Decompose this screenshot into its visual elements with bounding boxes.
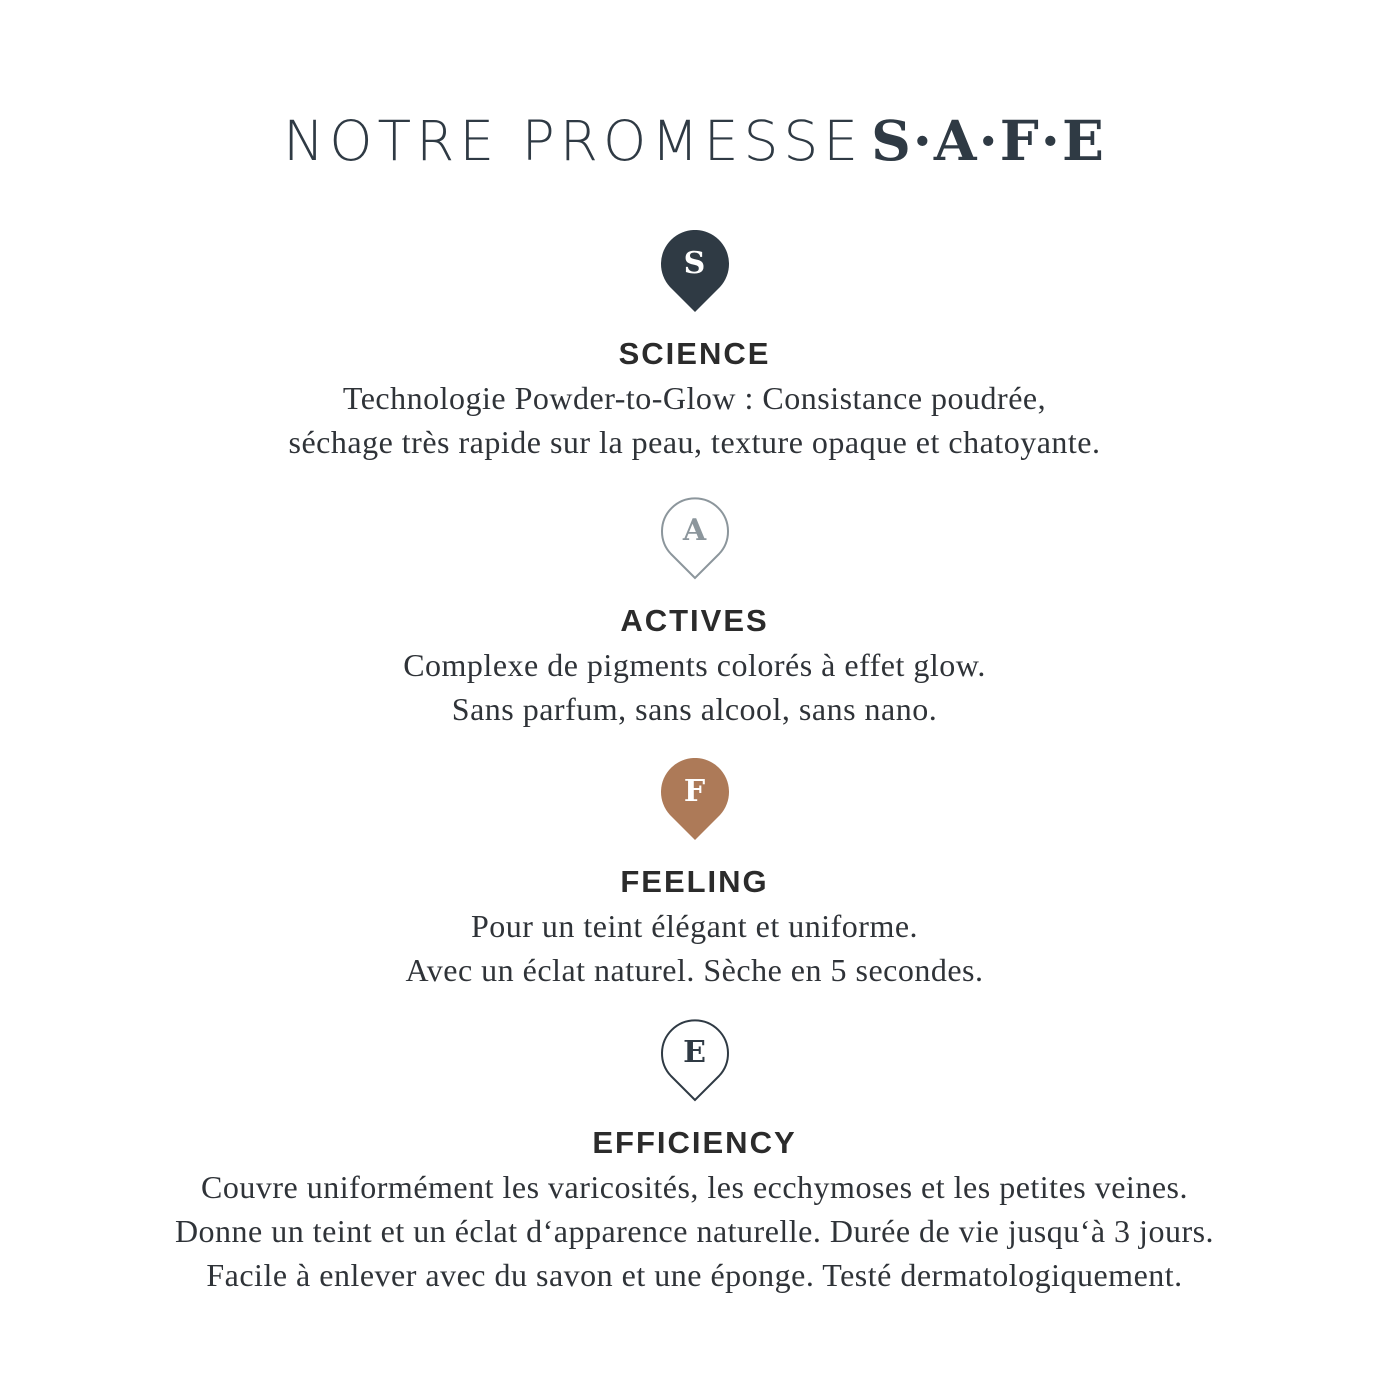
section-feeling — [0, 758, 1389, 992]
section-heading: EFFICIENCY — [592, 1125, 797, 1160]
pin-letter: A — [682, 513, 707, 548]
section-description — [0, 643, 1389, 731]
description-line: Avec un éclat naturel. Sèche en 5 secondes. — [405, 952, 984, 988]
section-heading: SCIENCE — [618, 336, 771, 371]
description-line: Complexe de pigments colorés à effet glow. — [403, 647, 986, 683]
description-line: Couvre uniformément les varicosités, les ecchymoses et les petites veines. — [201, 1169, 1188, 1205]
description-line: Technologie Powder-to-Glow : Consistance poudrée, — [342, 380, 1047, 416]
pin-letter: E — [683, 1035, 706, 1070]
description-line: Facile à enlever avec du savon et une éponge. Testé dermatologiquement. — [206, 1257, 1183, 1293]
section-heading: ACTIVES — [620, 603, 769, 638]
description-line: Donne un teint et un éclat d‘apparence naturelle. Durée de vie jusqu‘à 3 jours. — [174, 1213, 1215, 1249]
section-description — [0, 1165, 1389, 1297]
pin-icon-feeling — [660, 758, 730, 842]
brand-text: S·A·F·E — [871, 108, 1106, 173]
pin-icon-efficiency — [660, 1019, 730, 1103]
pin-icon-science — [660, 230, 730, 314]
section-actives — [0, 497, 1389, 731]
section-description — [0, 904, 1389, 992]
description-line: Sans parfum, sans alcool, sans nano. — [451, 691, 938, 727]
pin-letter: S — [683, 246, 706, 281]
section-heading: FEELING — [620, 864, 769, 899]
page-title — [0, 108, 1389, 174]
title-text: NOTRE PROMESSE — [283, 109, 864, 173]
section-efficiency — [0, 1019, 1389, 1297]
description-line: séchage très rapide sur la peau, texture opaque et chatoyante. — [288, 424, 1101, 460]
section-description — [0, 376, 1389, 464]
section-science — [0, 230, 1389, 464]
pin-icon-actives — [660, 497, 730, 581]
pin-letter: F — [683, 774, 706, 809]
description-line: Pour un teint élégant et uniforme. — [470, 908, 919, 944]
